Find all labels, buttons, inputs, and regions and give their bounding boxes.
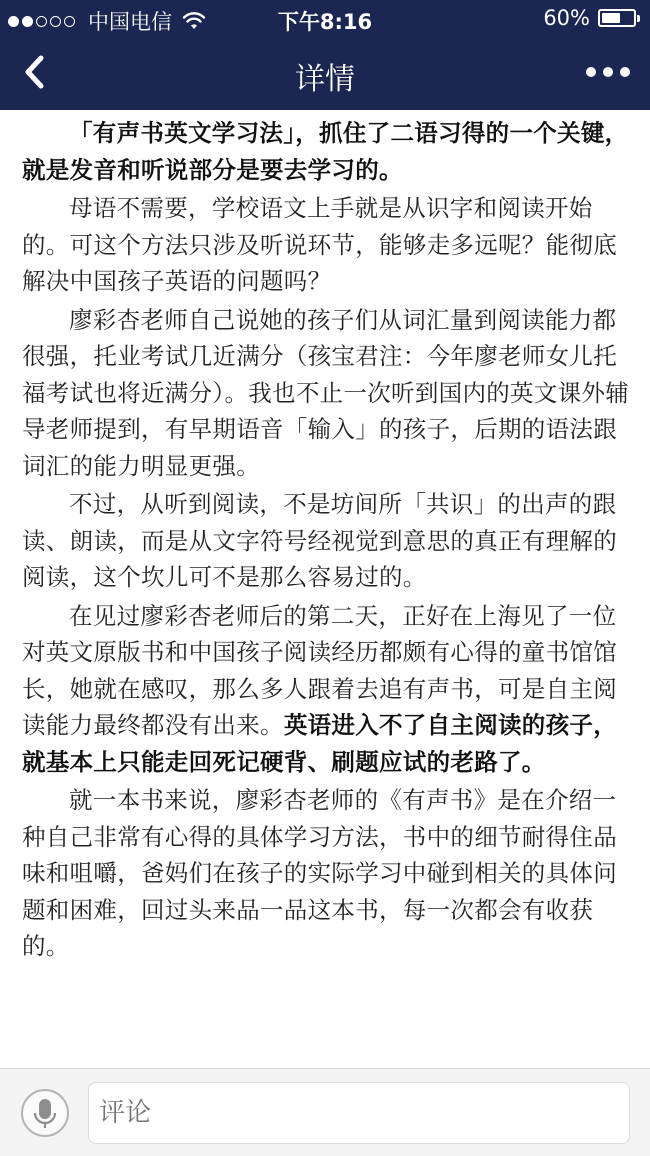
battery-percentage: 60% <box>543 6 590 30</box>
article-paragraph-1: 「有声书英文学习法」，抓住了二语习得的一个关键，就是发音和听说部分是要去学习的。 <box>22 119 629 184</box>
page-title: 详情 <box>295 62 355 97</box>
status-bar <box>0 0 650 38</box>
carrier-name: 中国电信 <box>88 10 172 34</box>
comment-input[interactable] <box>88 1082 630 1144</box>
paragraph-5-text: 在见过廖彩杏老师后的第二天，正好在上海见了一位对英文原版书和中国孩子阅读经历都颇有心得的童书馆馆长，她就在感叹，那么多人跟着去追有声书，可是自主阅读能力最终都没有出来。 <box>22 601 617 739</box>
article-paragraph-4: 不过，从听到阅读，不是坊间所「共识」的出声的跟读、朗读，而是从文字符号经视觉到意思的真正有理解的阅读，这个坎儿可不是那么容易过的。 <box>22 490 617 591</box>
article-paragraph-2: 母语不需要，学校语文上手就是从识字和阅读开始的。可这个方法只涉及听说环节，能够走多远呢？能彻底解决中国孩子英语的问题吗？ <box>22 194 617 295</box>
battery-icon <box>598 9 636 27</box>
more-dots-icon[interactable] <box>586 60 630 84</box>
microphone-icon <box>23 1091 67 1135</box>
article-paragraph-6: 就一本书来说，廖彩杏老师的《有声书》是在介绍一种自己非常有心得的具体学习方法，书中的细节耐得住品味和咀嚼，爸妈们在孩子的实际学习中碰到相关的具体问题和困难，回过头来品一品这本书，每一次都会有收获的。 <box>22 786 617 960</box>
article-paragraph-5 <box>22 598 632 781</box>
paragraph-5-bold-text: 英语进入不了自主阅读的孩子，就基本上只能走回死记硬背、刷题应试的老路了。 <box>22 711 618 776</box>
nav-bar <box>0 38 650 110</box>
microphone-button[interactable] <box>21 1089 69 1137</box>
article-paragraph-3: 廖彩杏老师自己说她的孩子们从词汇量到阅读能力都很强，托业考试几近满分（孩宝君注：今年廖老师女儿托福考试也将近满分）。我也不止一次听到国内的英文课外辅导老师提到，有早期语音「输入」的孩子，后期的语法跟词汇的能力明显更强。 <box>22 305 630 480</box>
status-right <box>543 6 636 30</box>
app-header <box>0 0 650 110</box>
status-time: 下午8:16 <box>277 10 373 34</box>
battery-fill <box>602 13 620 23</box>
comment-bar <box>0 1068 650 1156</box>
article-body <box>22 115 632 967</box>
